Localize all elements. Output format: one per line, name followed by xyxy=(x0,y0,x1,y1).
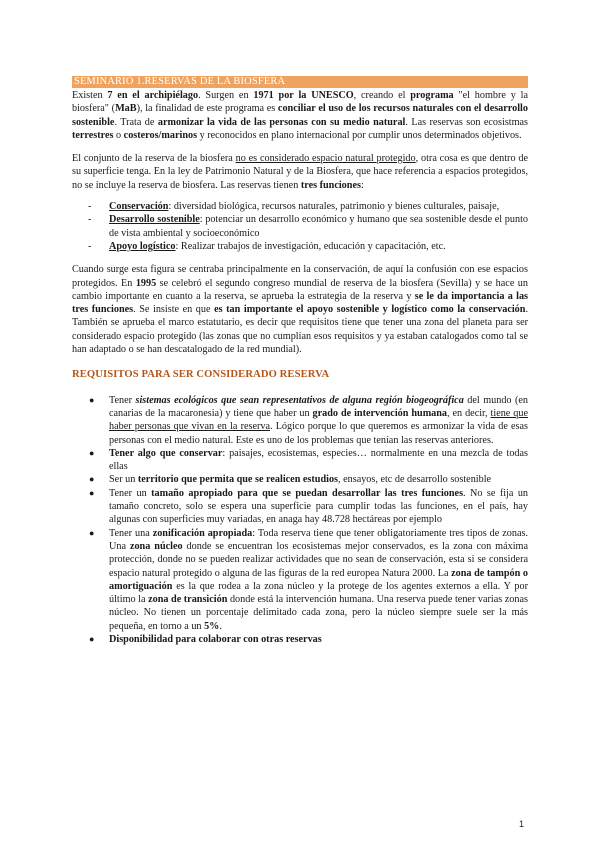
list-item: ● Tener sistemas ecológicos que sean representativos de alguna región biogeográfica del mundo (en canarias de la macaronesia) y tiene que haber un grado de intervención humana, en decir, tiene que haber personas que vivan en la reserva. Lógico porque lo que queremos es armonizar la vida de esas personas con el medio natural. Este es uno de los problemas que tenían las reservas anteriores. xyxy=(89,394,528,446)
functions-list xyxy=(72,200,528,253)
dash-marker: - xyxy=(88,201,92,213)
dash-marker: - xyxy=(88,214,92,226)
dash-marker: - xyxy=(88,240,92,252)
history-paragraph: Cuando surge esta figura se centraba principalmente en la conservación, de aquí la confusión con ese espacios protegidos. En 1995 se celebró el segundo congreso mundial de reserva de la biosfera (Sevilla) y se hace un cambio importante en cuanto a la reserva, se aprueba la estrategia de la reserva y se le da importancia a las tres funciones. Se insiste en que es tan importante el apoyo sostenible y logístico como la conservación. También se aprueba el marco estatutario, es decir que requisitos tiene que tener una zona del planeta para ser considerado espacio protegido (las zonas que no cumplían esos requisitos y ya estaban catalogados como tal se han adaptado o se han descatalogado de la red mundial). xyxy=(72,264,529,356)
page-number: 1 xyxy=(519,819,525,829)
document-page xyxy=(72,76,528,646)
seminar-heading: SEMINARIO 1.RESERVAS DE LA BIOSFERA xyxy=(72,76,528,88)
list-item: ● Tener un tamaño apropiado para que se puedan desarrollar las tres funciones. No se fija un tamaño concreto, solo se espera una superficie para cumplir todas las funciones, en el país, hay algunas con superficies muy variadas, en anaga hay 48.728 hectáreas por ejemplo xyxy=(89,487,529,526)
list-item: - Apoyo logístico: Realizar trabajos de investigación, educación y capacitación, etc. xyxy=(88,240,446,252)
bullet-icon: ● xyxy=(89,447,95,458)
bullet-icon: ● xyxy=(89,487,95,498)
bullet-icon: ● xyxy=(89,633,95,644)
intro-paragraph: Existen 7 en el archipiélago. Surgen en 1971 por la UNESCO, creando el programa "el hombre y la biosfera" (MaB), la finalidad de este programa es conciliar el uso de los recursos naturales con el desarrollo sostenible. Trata de armonizar la vida de las personas con su medio natural. Las reservas son ecosistmas terrestres o costeros/marinos y reconocidos en plano internacional por cumplir unos determinados objetivos. xyxy=(72,90,529,141)
section-title: REQUISITOS PARA SER CONSIDERADO RESERVA xyxy=(72,369,330,381)
list-item: ● Tener algo que conservar: paisajes, ecosistemas, especies… normalmente en una mezcla de todas ellas xyxy=(89,447,528,473)
bullet-icon: ● xyxy=(89,527,95,538)
requirements-list xyxy=(72,394,528,647)
reserve-definition-paragraph: El conjunto de la reserva de la biosfera no es considerado espacio natural protegido, otra cosa es que dentro de su superficie tenga. En la ley de Patrimonio Natural y de la Biosfera, que hace referencia a espacios protegidos, no se incluye la reserva de biosfera. Las reservas tienen tres funciones: xyxy=(72,153,528,191)
list-item: - Desarrollo sostenible: potenciar un desarrollo económico y humano que sea sostenible desde el punto de vista ambiental y socioeconómico xyxy=(88,214,528,239)
bullet-icon: ● xyxy=(89,474,95,485)
list-item: - Conservación: diversidad biológica, recursos naturales, patrimonio y bienes culturales, paisaje, xyxy=(88,201,500,213)
list-item: ● Disponibilidad para colaborar con otras reservas xyxy=(89,633,322,645)
list-item: ● Tener una zonificación apropiada: Toda reserva tiene que tener obligatoriamente tres tipos de zonas. Una zona núcleo donde se encuentran los ecosistemas mejor conservados, es la zona con máxima protección, donde no se pueden realizar actividades que no sean de conservación, esta si se considera espacio natural protegido o alguna de las figuras de la red europea Natura 2000. La zona de tampón o amortiguación es la que rodea a la zona núcleo y la protege de los agentes externos a ella. Y por último la zona de transición donde está la intervención humana. Una reserva puede tener varias zonas núcleo. No tienen un porcentaje delimitado cada zona, pero la núcleo siempre suele ser la más pequeña, en torno a un 5%. xyxy=(89,527,528,632)
list-item: ● Ser un territorio que permita que se realicen estudios, ensayos, etc de desarrollo sostenible xyxy=(89,474,492,486)
bullet-icon: ● xyxy=(89,394,95,405)
